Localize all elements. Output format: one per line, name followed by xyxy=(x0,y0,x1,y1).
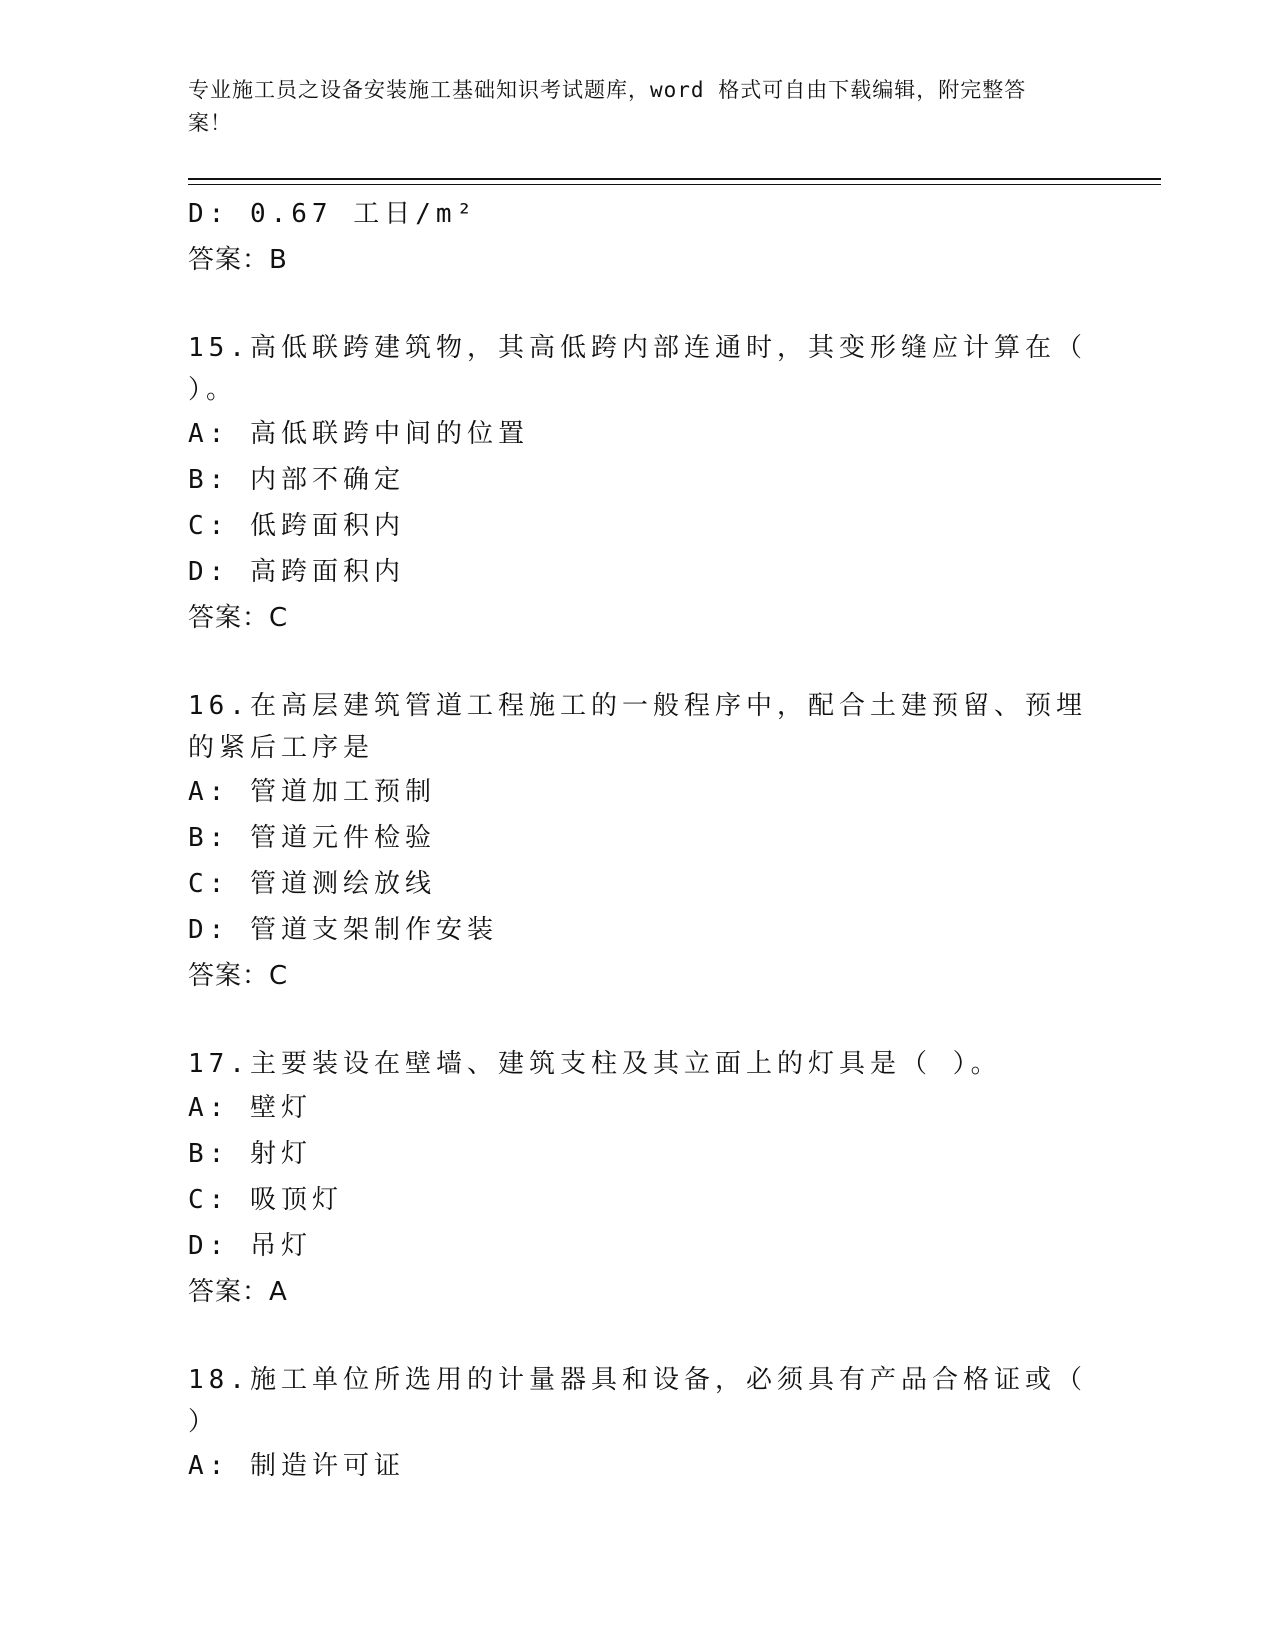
question-stem: 18.施工单位所选用的计量器具和设备，必须具有产品合格证或（ ） xyxy=(188,1365,1087,1437)
option-b: B: 管道元件检验 xyxy=(188,823,436,853)
question-stem: 17.主要装设在壁墙、建筑支柱及其立面上的灯具是（ ）。 xyxy=(188,1049,1002,1079)
option-c: C: 管道测绘放线 xyxy=(188,869,436,899)
option-a: A: 制造许可证 xyxy=(188,1451,405,1481)
option-c: C: 低跨面积内 xyxy=(188,511,405,541)
option-d: D: 高跨面积内 xyxy=(188,557,405,587)
option-a: A: 壁灯 xyxy=(188,1093,312,1123)
header-rule-thick xyxy=(188,178,1161,180)
question-17 xyxy=(188,1043,1088,1315)
option-d: D: 吊灯 xyxy=(188,1231,312,1261)
document-body xyxy=(188,191,1088,1489)
answer-line: 答案：C xyxy=(188,603,289,633)
question-15 xyxy=(188,327,1088,641)
option-c: C: 吸顶灯 xyxy=(188,1185,343,1215)
option-b: B: 内部不确定 xyxy=(188,465,405,495)
question-stem: 16.在高层建筑管道工程施工的一般程序中，配合土建预留、预埋的紧后工序是 xyxy=(188,691,1087,763)
option-d: D: 0.67 工日/m² xyxy=(188,199,478,229)
document-header xyxy=(188,74,1068,140)
answer-line: 答案：A xyxy=(188,1277,288,1307)
header-title: 专业施工员之设备安装施工基础知识考试题库，word 格式可自由下载编辑，附完整答案！ xyxy=(188,78,1027,135)
header-rule-thin xyxy=(188,184,1161,185)
answer-line: 答案：C xyxy=(188,961,289,991)
question-stem: 15.高低联跨建筑物，其高低跨内部连通时，其变形缝应计算在（ ）。 xyxy=(188,333,1087,405)
option-a: A: 高低联跨中间的位置 xyxy=(188,419,529,449)
option-b: B: 射灯 xyxy=(188,1139,312,1169)
option-d: D: 管道支架制作安装 xyxy=(188,915,498,945)
answer-line: 答案：B xyxy=(188,245,288,275)
question-16 xyxy=(188,685,1088,999)
question-18 xyxy=(188,1359,1088,1489)
option-a: A: 管道加工预制 xyxy=(188,777,436,807)
